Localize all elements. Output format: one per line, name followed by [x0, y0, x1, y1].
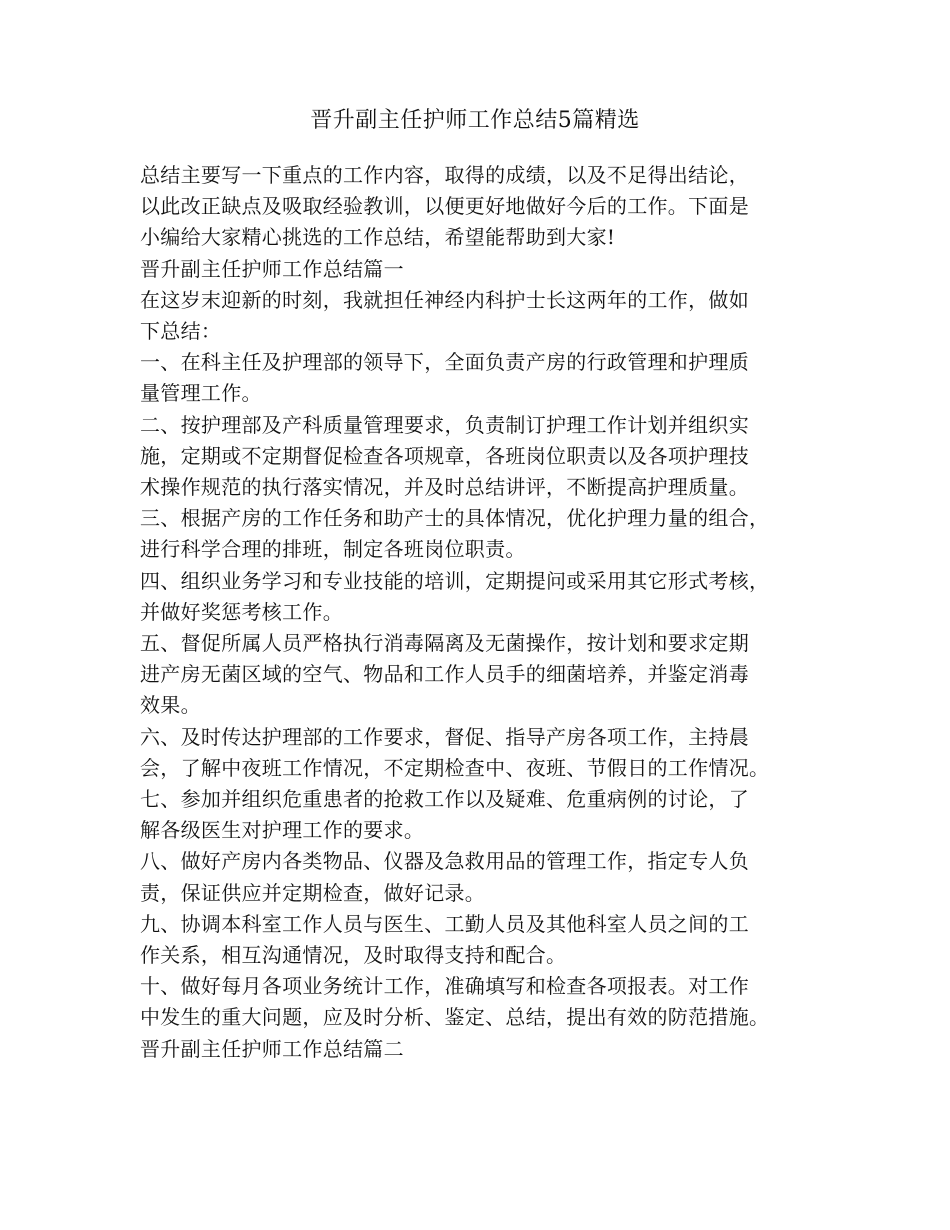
- text-line: 进行科学合理的排班，制定各班岗位职责。: [140, 537, 526, 562]
- text-line: 五、督促所属人员严格执行消毒隔离及无菌操作，按计划和要求定期: [140, 631, 749, 656]
- text-line: 解各级医生对护理工作的要求。: [140, 818, 425, 843]
- text-line: 中发生的重大问题，应及时分析、鉴定、总结，提出有效的防范措施。: [140, 1005, 770, 1030]
- document-title: 晋升副主任护师工作总结5篇精选: [310, 108, 640, 133]
- text-line: 在这岁末迎新的时刻，我就担任神经内科护士长这两年的工作，做如: [140, 287, 749, 312]
- text-line: 责，保证供应并定期检查，做好记录。: [140, 880, 486, 905]
- text-line: 效果。: [140, 693, 201, 718]
- text-line: 七、参加并组织危重患者的抢救工作以及疑难、危重病例的讨论，了: [140, 787, 749, 812]
- text-line: 量管理工作。: [140, 381, 262, 406]
- text-line: 以此改正缺点及吸取经验教训，以便更好地做好今后的工作。下面是: [140, 194, 749, 219]
- section-heading: 晋升副主任护师工作总结篇二: [140, 1036, 404, 1061]
- text-line: 施，定期或不定期督促检查各项规章，各班岗位职责以及各项护理技: [140, 443, 749, 468]
- document-body: [140, 160, 840, 1065]
- text-line: 并做好奖惩考核工作。: [140, 599, 343, 624]
- text-line: 三、根据产房的工作任务和助产士的具体情况，优化护理力量的组合，: [140, 506, 770, 531]
- text-line: 二、按护理部及产科质量管理要求，负责制订护理工作计划并组织实: [140, 412, 749, 437]
- text-line: 进产房无菌区域的空气、物品和工作人员手的细菌培养，并鉴定消毒: [140, 662, 749, 687]
- text-line: 术操作规范的执行落实情况，并及时总结讲评，不断提高护理质量。: [140, 475, 749, 500]
- text-line: 六、及时传达护理部的工作要求，督促、指导产房各项工作，主持晨: [140, 724, 749, 749]
- text-line: 作关系，相互沟通情况，及时取得支持和配合。: [140, 943, 567, 968]
- text-line: 会，了解中夜班工作情况，不定期检查中、夜班、节假日的工作情况。: [140, 755, 770, 780]
- section-heading: 晋升副主任护师工作总结篇一: [140, 256, 404, 281]
- text-line: 八、做好产房内各类物品、仪器及急救用品的管理工作，指定专人负: [140, 849, 749, 874]
- text-line: 小编给大家精心挑选的工作总结，希望能帮助到大家!: [140, 225, 616, 250]
- text-line: 九、协调本科室工作人员与医生、工勤人员及其他科室人员之间的工: [140, 911, 749, 936]
- text-line: 十、做好每月各项业务统计工作，准确填写和检查各项报表。对工作: [140, 974, 749, 999]
- text-line: 一、在科主任及护理部的领导下，全面负责产房的行政管理和护理质: [140, 350, 749, 375]
- text-line: 总结主要写一下重点的工作内容，取得的成绩，以及不足得出结论，: [140, 163, 749, 187]
- text-line: 四、组织业务学习和专业技能的培训，定期提问或采用其它形式考核，: [140, 568, 770, 593]
- text-line: 下总结：: [140, 319, 222, 344]
